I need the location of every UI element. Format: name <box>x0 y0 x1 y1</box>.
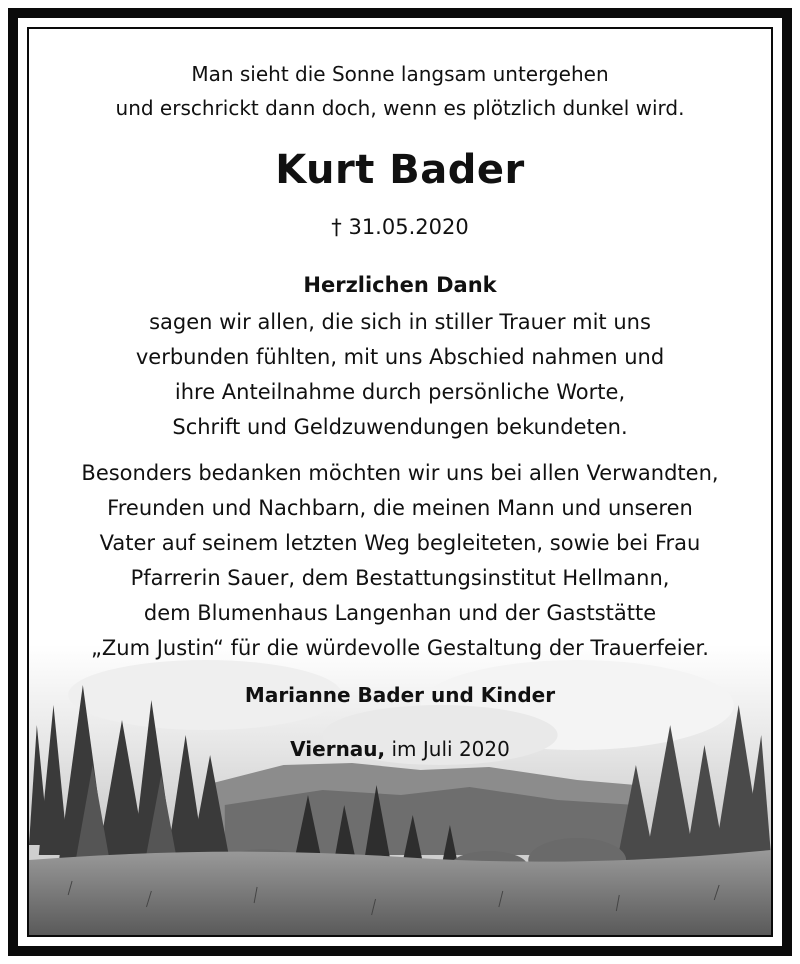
thanks-line: ihre Anteilnahme durch persönliche Worte, <box>174 380 626 404</box>
thanks-line: Schrift und Geldzuwendungen bekundeten. <box>172 415 628 439</box>
death-date: † 31.05.2020 <box>331 215 469 239</box>
motto-line-2: und erschrickt dann doch, wenn es plötzlich dunkel wird. <box>115 96 685 120</box>
special-thanks-line: Pfarrerin Sauer, dem Bestattungsinstitut Hellmann, <box>130 566 670 590</box>
special-thanks-line: „Zum Justin“ für die würdevolle Gestaltung der Trauerfeier. <box>91 636 709 660</box>
place-and-date <box>29 737 771 761</box>
deceased-name: Kurt Bader <box>275 147 525 193</box>
special-thanks-line: Vater auf seinem letzten Weg begleiteten, sowie bei Frau <box>99 531 701 555</box>
signature: Marianne Bader und Kinder <box>244 683 556 707</box>
motto-line-1: Man sieht die Sonne langsam untergehen <box>191 62 609 86</box>
thanks-line: sagen wir allen, die sich in stiller Trauer mit uns <box>149 310 651 334</box>
thanks-line: verbunden fühlten, mit uns Abschied nahmen und <box>135 345 665 369</box>
place-date: im Juli 2020 <box>391 737 510 761</box>
obituary-inner-border <box>27 27 773 937</box>
special-thanks-line: dem Blumenhaus Langenhan und der Gaststätte <box>143 601 657 625</box>
special-thanks-line: Besonders bedanken möchten wir uns bei allen Verwandten, <box>81 461 719 485</box>
place: Viernau, <box>290 737 386 761</box>
special-thanks-line: Freunden und Nachbarn, die meinen Mann und unseren <box>107 496 693 520</box>
thanks-heading: Herzlichen Dank <box>303 273 497 297</box>
obituary-frame <box>8 8 792 956</box>
